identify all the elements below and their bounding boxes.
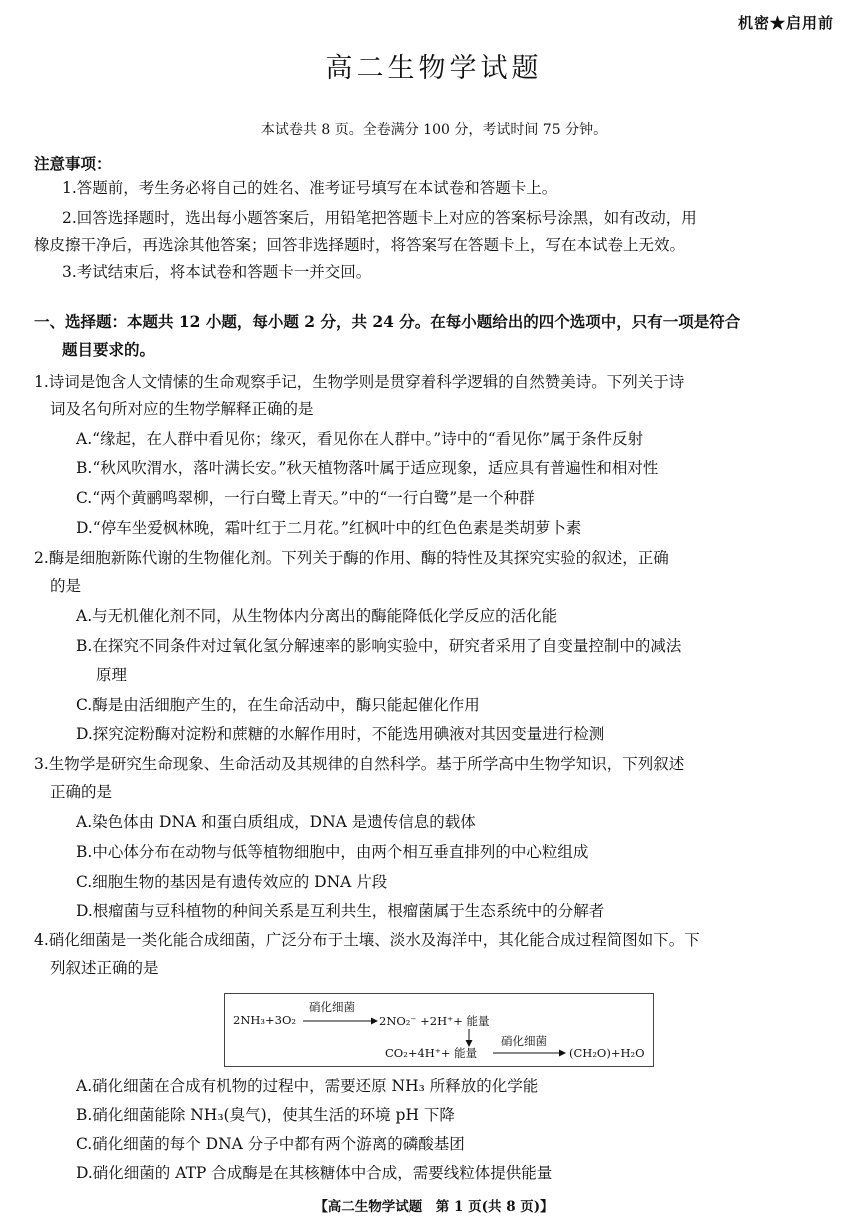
q3-option-c: C.细胞生物的基因是有遗传效应的 DNA 片段 xyxy=(76,873,388,891)
confidential-label: 机密★启用前 xyxy=(737,14,834,32)
q1-option-c: C.“两个黄鹂鸣翠柳，一行白鹭上青天。”中的“一行白鹭”是一个种群 xyxy=(76,489,535,507)
diagram-reactant-2: CO₂+4H⁺+ 能量 xyxy=(385,1046,478,1060)
q2-option-d: D.探究淀粉酶对淀粉和蔗糖的水解作用时，不能选用碘液对其因变量进行检测 xyxy=(76,725,605,743)
q4-stem-cont: 列叙述正确的是 xyxy=(50,959,159,977)
q2-option-b: B.在探究不同条件对过氧化氢分解速率的影响实验中，研究者采用了自变量控制中的减法 xyxy=(76,637,682,655)
q1-stem-cont: 词及名句所对应的生物学解释正确的是 xyxy=(50,400,314,418)
notice-item: 2.回答选择题时，选出每小题答案后，用铅笔把答题卡上对应的答案标号涂黑，如有改动，用 xyxy=(62,209,697,227)
q1-option-d: D.“停车坐爱枫林晚，霜叶红于二月花。”红枫叶中的红色色素是类胡萝卜素 xyxy=(76,519,582,537)
q2-option-a: A.与无机催化剂不同，从生物体内分离出的酶能降低化学反应的活化能 xyxy=(76,607,558,625)
notice-item: 3.考试结束后，将本试卷和答题卡一并交回。 xyxy=(62,263,372,281)
q3-option-d: D.根瘤菌与豆科植物的种间关系是互利共生，根瘤菌属于生态系统中的分解者 xyxy=(76,902,605,920)
q2-stem-cont: 的是 xyxy=(50,577,82,595)
notice-item: 1.答题前，考生务必将自己的姓名、准考证号填写在本试卷和答题卡上。 xyxy=(62,179,558,197)
q2-option-b-cont: 原理 xyxy=(96,666,128,684)
q3-stem-cont: 正确的是 xyxy=(50,783,113,801)
q4-option-b: B.硝化细菌能除 NH₃(臭气)，使其生活的环境 pH 下降 xyxy=(76,1106,455,1124)
q1-stem: 1.诗词是饱含人文情愫的生命观察手记，生物学则是贯穿着科学逻辑的自然赞美诗。下列关于诗 xyxy=(34,373,685,391)
section-heading: 一、选择题：本题共 12 小题，每小题 2 分，共 24 分。在每小题给出的四个选项中，只有一项是符合 xyxy=(34,312,741,331)
exam-title: 高二生物学试题 xyxy=(325,53,543,84)
page-footer: 【高二生物学试题 第 1 页(共 8 页)】 xyxy=(314,1199,554,1215)
q3-option-a: A.染色体由 DNA 和蛋白质组成，DNA 是遗传信息的载体 xyxy=(76,813,476,831)
reaction-arrowhead-2 xyxy=(559,1050,566,1057)
q1-option-a: A.“缘起，在人群中看见你；缘灭，看见你在人群中。”诗中的“看见你”属于条件反射 xyxy=(76,430,644,448)
reaction-arrowhead-1 xyxy=(371,1018,378,1025)
notice-item: 橡皮擦干净后，再选涂其他答案；回答非选择题时，将答案写在答题卡上，写在本试卷上无效。 xyxy=(34,236,686,254)
diagram-product-1: 2NO₂⁻ +2H⁺+ 能量 xyxy=(379,1014,490,1028)
q4-option-a: A.硝化细菌在合成有机物的过程中，需要还原 NH₃ 所释放的化学能 xyxy=(76,1077,539,1095)
q4-stem: 4.硝化细菌是一类化能合成细菌，广泛分布于土壤、淡水及海洋中，其化能合成过程简图如下。下 xyxy=(34,931,700,949)
q1-option-b: B.“秋风吹渭水，落叶满长安。”秋天植物落叶属于适应现象，适应具有普遍性和相对性 xyxy=(76,459,659,477)
exam-info: 本试卷共 8 页。全卷满分 100 分，考试时间 75 分钟。 xyxy=(260,122,608,138)
q4-option-d: D.硝化细菌的 ATP 合成酶是在其核糖体中合成，需要线粒体提供能量 xyxy=(76,1164,553,1182)
diagram-catalyst-1: 硝化细菌 xyxy=(309,1000,355,1014)
diagram-product-2: (CH₂O)+H₂O xyxy=(569,1046,645,1060)
diagram-catalyst-2: 硝化细菌 xyxy=(501,1034,547,1048)
q2-stem: 2.酶是细胞新陈代谢的生物催化剂。下列关于酶的作用、酶的特性及其探究实验的叙述，正确 xyxy=(34,549,669,567)
diagram-reactant-1: 2NH₃+3O₂ xyxy=(233,1013,297,1027)
notice-heading: 注意事项： xyxy=(34,154,112,173)
q4-option-c: C.硝化细菌的每个 DNA 分子中都有两个游离的磷酸基团 xyxy=(76,1135,465,1153)
chemosynthesis-diagram xyxy=(224,993,654,1067)
section-heading-cont: 题目要求的。 xyxy=(62,340,156,359)
q3-option-b: B.中心体分布在动物与低等植物细胞中，由两个相互垂直排列的中心粒组成 xyxy=(76,843,589,861)
q2-option-c: C.酶是由活细胞产生的，在生命活动中，酶只能起催化作用 xyxy=(76,696,480,714)
q3-stem: 3.生物学是研究生命现象、生命活动及其规律的自然科学。基于所学高中生物学知识，下列叙述 xyxy=(34,755,685,773)
